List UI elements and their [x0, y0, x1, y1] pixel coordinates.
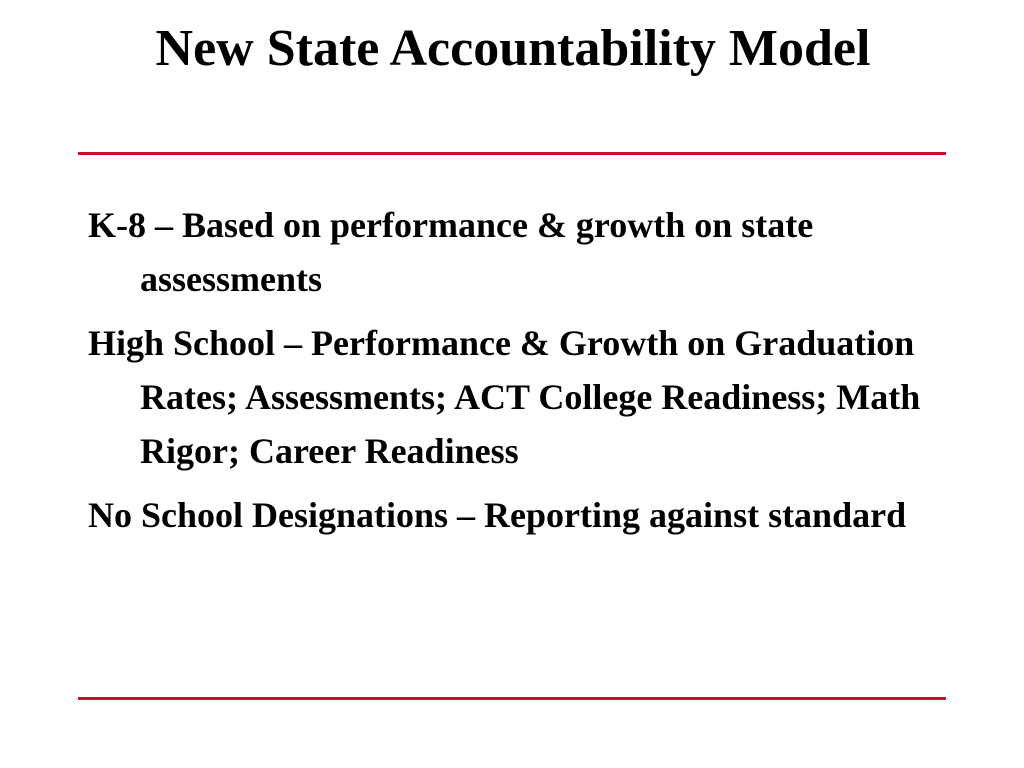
bullet-high-school: High School – Performance & Growth on Graduation Rates; Assessments; ACT College Readiness; Math Rigor; Career Readiness	[88, 323, 921, 471]
bottom-divider	[78, 697, 946, 700]
bullet-list	[88, 198, 968, 552]
slide-title: New State Accountability Model	[155, 20, 871, 77]
bullet-k8: K-8 – Based on performance & growth on state assessments	[88, 205, 814, 299]
bullet-no-designations: No School Designations – Reporting against standard	[88, 495, 907, 535]
title-divider	[78, 152, 946, 155]
